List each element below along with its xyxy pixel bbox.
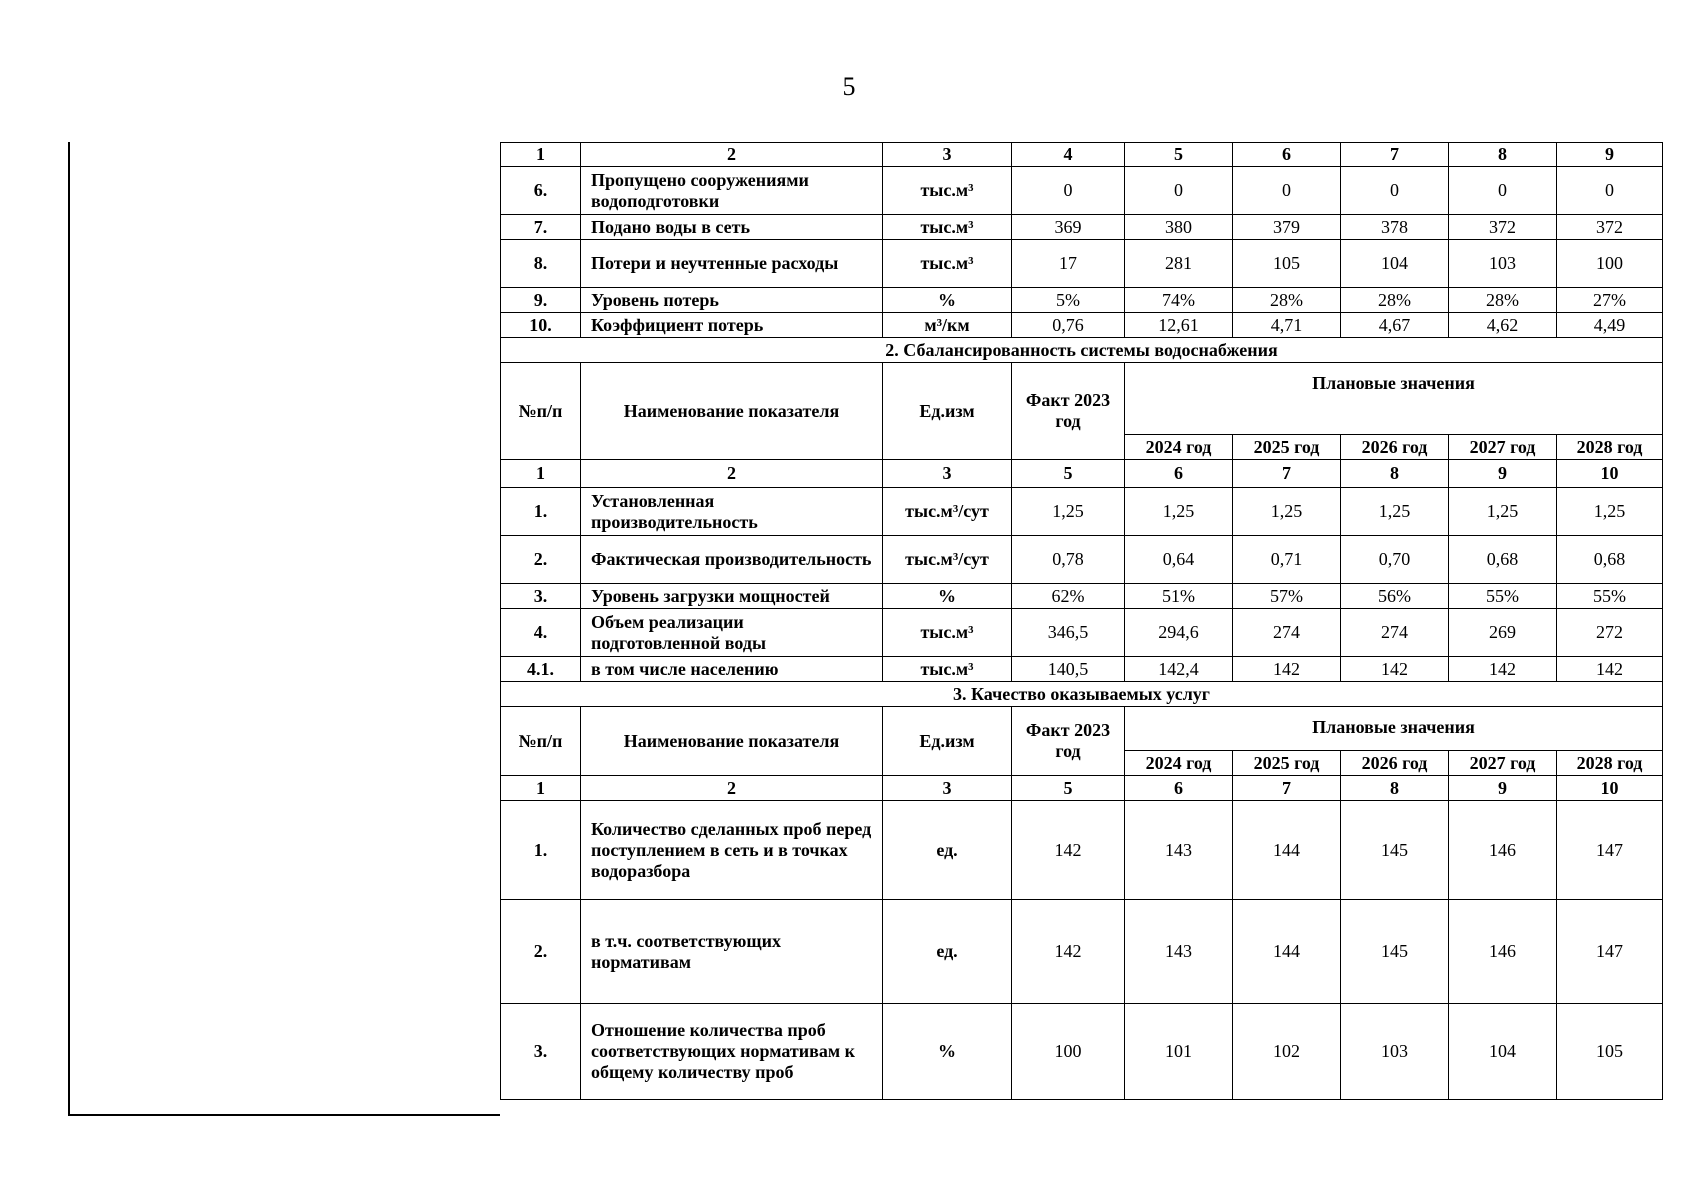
value-cell: 146 <box>1449 900 1557 1004</box>
indicator-name: Подано воды в сеть <box>581 215 883 240</box>
value-cell: 369 <box>1012 215 1125 240</box>
unit: % <box>883 288 1012 313</box>
row-number: 2. <box>501 536 581 584</box>
column-number: 2 <box>581 143 883 167</box>
left-empty-column <box>68 142 500 1116</box>
value-cell: 28% <box>1449 288 1557 313</box>
value-cell: 0 <box>1557 167 1663 215</box>
value-cell: 4,67 <box>1341 313 1449 338</box>
value-cell: 100 <box>1012 1004 1125 1100</box>
value-cell: 12,61 <box>1125 313 1233 338</box>
table-row <box>501 488 1663 536</box>
value-cell: 379 <box>1233 215 1341 240</box>
column-number: 7 <box>1341 143 1449 167</box>
column-number: 1 <box>501 143 581 167</box>
value-cell: 103 <box>1449 240 1557 288</box>
value-cell: 0 <box>1449 167 1557 215</box>
header-name: Наименование показателя <box>581 363 883 460</box>
column-number: 1 <box>501 460 581 488</box>
column-number: 3 <box>883 143 1012 167</box>
value-cell: 1,25 <box>1341 488 1449 536</box>
column-number: 7 <box>1233 460 1341 488</box>
row-number: 1. <box>501 488 581 536</box>
indicator-name: Объем реализации подготовленной воды <box>581 609 883 657</box>
header-number: №п/п <box>501 363 581 460</box>
value-cell: 104 <box>1449 1004 1557 1100</box>
row-number: 2. <box>501 900 581 1004</box>
header-year: 2027 год <box>1449 435 1557 460</box>
table-row <box>501 313 1663 338</box>
unit: тыс.м³/сут <box>883 536 1012 584</box>
value-cell: 147 <box>1557 801 1663 900</box>
column-number: 10 <box>1557 460 1663 488</box>
header-plan: Плановые значения <box>1125 707 1663 751</box>
indicator-name: Установленная производительность <box>581 488 883 536</box>
value-cell: 28% <box>1341 288 1449 313</box>
indicator-name: Уровень загрузки мощностей <box>581 584 883 609</box>
value-cell: 143 <box>1125 801 1233 900</box>
unit: м³/км <box>883 313 1012 338</box>
header-unit: Ед.изм <box>883 363 1012 460</box>
value-cell: 378 <box>1341 215 1449 240</box>
column-number: 6 <box>1125 776 1233 801</box>
value-cell: 146 <box>1449 801 1557 900</box>
header-year: 2024 год <box>1125 435 1233 460</box>
value-cell: 102 <box>1233 1004 1341 1100</box>
row-number: 3. <box>501 584 581 609</box>
column-number: 10 <box>1557 776 1663 801</box>
value-cell: 0 <box>1125 167 1233 215</box>
value-cell: 57% <box>1233 584 1341 609</box>
value-cell: 143 <box>1125 900 1233 1004</box>
section-2-title: 2. Сбалансированность системы водоснабжения <box>501 338 1663 363</box>
value-cell: 4,49 <box>1557 313 1663 338</box>
value-cell: 27% <box>1557 288 1663 313</box>
row-number: 3. <box>501 1004 581 1100</box>
value-cell: 346,5 <box>1012 609 1125 657</box>
header-year: 2026 год <box>1341 435 1449 460</box>
header-year: 2027 год <box>1449 751 1557 776</box>
value-cell: 0,68 <box>1557 536 1663 584</box>
row-number: 6. <box>501 167 581 215</box>
indicator-name: в том числе населению <box>581 657 883 682</box>
column-number: 8 <box>1449 143 1557 167</box>
column-number: 8 <box>1341 460 1449 488</box>
value-cell: 100 <box>1557 240 1663 288</box>
indicator-name: Фактическая производительность <box>581 536 883 584</box>
column-numbers-row <box>501 143 1663 167</box>
header-number: №п/п <box>501 707 581 776</box>
value-cell: 51% <box>1125 584 1233 609</box>
value-cell: 372 <box>1449 215 1557 240</box>
table-row <box>501 167 1663 215</box>
indicator-name: Пропущено сооружениями водоподготовки <box>581 167 883 215</box>
unit: тыс.м³ <box>883 167 1012 215</box>
value-cell: 0 <box>1012 167 1125 215</box>
column-number: 5 <box>1012 460 1125 488</box>
unit: тыс.м³/сут <box>883 488 1012 536</box>
value-cell: 0,68 <box>1449 536 1557 584</box>
value-cell: 142 <box>1557 657 1663 682</box>
indicator-name: Отношение количества проб соответствующих нормативам к общему количеству проб <box>581 1004 883 1100</box>
column-number: 6 <box>1233 143 1341 167</box>
value-cell: 1,25 <box>1012 488 1125 536</box>
unit: % <box>883 584 1012 609</box>
header-unit: Ед.изм <box>883 707 1012 776</box>
table-row <box>501 536 1663 584</box>
value-cell: 142 <box>1012 801 1125 900</box>
value-cell: 0,78 <box>1012 536 1125 584</box>
value-cell: 105 <box>1557 1004 1663 1100</box>
unit: ед. <box>883 900 1012 1004</box>
column-number: 3 <box>883 776 1012 801</box>
row-number: 4. <box>501 609 581 657</box>
column-number: 8 <box>1341 776 1449 801</box>
unit: тыс.м³ <box>883 657 1012 682</box>
table-row <box>501 801 1663 900</box>
header-year: 2025 год <box>1233 435 1341 460</box>
section-3-title: 3. Качество оказываемых услуг <box>501 682 1663 707</box>
row-number: 1. <box>501 801 581 900</box>
table-row <box>501 609 1663 657</box>
value-cell: 4,71 <box>1233 313 1341 338</box>
header-row <box>501 707 1663 751</box>
value-cell: 5% <box>1012 288 1125 313</box>
column-number: 5 <box>1125 143 1233 167</box>
indicator-name: Уровень потерь <box>581 288 883 313</box>
value-cell: 4,62 <box>1449 313 1557 338</box>
value-cell: 274 <box>1233 609 1341 657</box>
column-numbers-row <box>501 776 1663 801</box>
page-number: 5 <box>842 72 856 101</box>
indicator-name: в т.ч. соответствующих нормативам <box>581 900 883 1004</box>
value-cell: 142,4 <box>1125 657 1233 682</box>
value-cell: 0,71 <box>1233 536 1341 584</box>
value-cell: 144 <box>1233 900 1341 1004</box>
unit: тыс.м³ <box>883 240 1012 288</box>
section-title-row <box>501 338 1663 363</box>
header-row <box>501 363 1663 435</box>
column-number: 9 <box>1449 776 1557 801</box>
value-cell: 372 <box>1557 215 1663 240</box>
header-year: 2028 год <box>1557 435 1663 460</box>
unit: % <box>883 1004 1012 1100</box>
column-number: 9 <box>1449 460 1557 488</box>
column-number: 6 <box>1125 460 1233 488</box>
value-cell: 142 <box>1012 900 1125 1004</box>
value-cell: 105 <box>1233 240 1341 288</box>
column-number: 9 <box>1557 143 1663 167</box>
table-row <box>501 900 1663 1004</box>
indicator-name: Количество сделанных проб перед поступлением в сеть и в точках водоразбора <box>581 801 883 900</box>
row-number: 9. <box>501 288 581 313</box>
value-cell: 55% <box>1557 584 1663 609</box>
value-cell: 74% <box>1125 288 1233 313</box>
row-number: 10. <box>501 313 581 338</box>
table-row <box>501 1004 1663 1100</box>
value-cell: 147 <box>1557 900 1663 1004</box>
column-number: 2 <box>581 460 883 488</box>
value-cell: 145 <box>1341 900 1449 1004</box>
header-plan: Плановые значения <box>1125 363 1663 435</box>
indicator-name: Коэффициент потерь <box>581 313 883 338</box>
value-cell: 0,76 <box>1012 313 1125 338</box>
value-cell: 0,64 <box>1125 536 1233 584</box>
value-cell: 272 <box>1557 609 1663 657</box>
header-year: 2025 год <box>1233 751 1341 776</box>
column-number: 7 <box>1233 776 1341 801</box>
section-title-row <box>501 682 1663 707</box>
column-number: 2 <box>581 776 883 801</box>
header-fact: Факт 2023 год <box>1012 707 1125 776</box>
value-cell: 142 <box>1233 657 1341 682</box>
value-cell: 142 <box>1449 657 1557 682</box>
table-row <box>501 584 1663 609</box>
value-cell: 1,25 <box>1557 488 1663 536</box>
row-number: 7. <box>501 215 581 240</box>
column-number: 4 <box>1012 143 1125 167</box>
header-name: Наименование показателя <box>581 707 883 776</box>
value-cell: 101 <box>1125 1004 1233 1100</box>
value-cell: 140,5 <box>1012 657 1125 682</box>
indicators-table <box>500 142 1663 1100</box>
table-row <box>501 288 1663 313</box>
value-cell: 17 <box>1012 240 1125 288</box>
header-year: 2028 год <box>1557 751 1663 776</box>
value-cell: 0 <box>1341 167 1449 215</box>
value-cell: 62% <box>1012 584 1125 609</box>
value-cell: 1,25 <box>1233 488 1341 536</box>
unit: тыс.м³ <box>883 215 1012 240</box>
column-number: 5 <box>1012 776 1125 801</box>
column-number: 1 <box>501 776 581 801</box>
table-row <box>501 215 1663 240</box>
value-cell: 294,6 <box>1125 609 1233 657</box>
column-numbers-row <box>501 460 1663 488</box>
value-cell: 145 <box>1341 801 1449 900</box>
table-row <box>501 240 1663 288</box>
row-number: 8. <box>501 240 581 288</box>
unit: ед. <box>883 801 1012 900</box>
header-year: 2024 год <box>1125 751 1233 776</box>
column-number: 3 <box>883 460 1012 488</box>
value-cell: 28% <box>1233 288 1341 313</box>
value-cell: 281 <box>1125 240 1233 288</box>
value-cell: 144 <box>1233 801 1341 900</box>
indicator-name: Потери и неучтенные расходы <box>581 240 883 288</box>
value-cell: 56% <box>1341 584 1449 609</box>
unit: тыс.м³ <box>883 609 1012 657</box>
value-cell: 269 <box>1449 609 1557 657</box>
value-cell: 142 <box>1341 657 1449 682</box>
value-cell: 104 <box>1341 240 1449 288</box>
row-number: 4.1. <box>501 657 581 682</box>
header-fact: Факт 2023 год <box>1012 363 1125 460</box>
table-row <box>501 657 1663 682</box>
header-year: 2026 год <box>1341 751 1449 776</box>
value-cell: 1,25 <box>1449 488 1557 536</box>
value-cell: 55% <box>1449 584 1557 609</box>
value-cell: 0 <box>1233 167 1341 215</box>
value-cell: 380 <box>1125 215 1233 240</box>
value-cell: 103 <box>1341 1004 1449 1100</box>
value-cell: 0,70 <box>1341 536 1449 584</box>
value-cell: 1,25 <box>1125 488 1233 536</box>
value-cell: 274 <box>1341 609 1449 657</box>
